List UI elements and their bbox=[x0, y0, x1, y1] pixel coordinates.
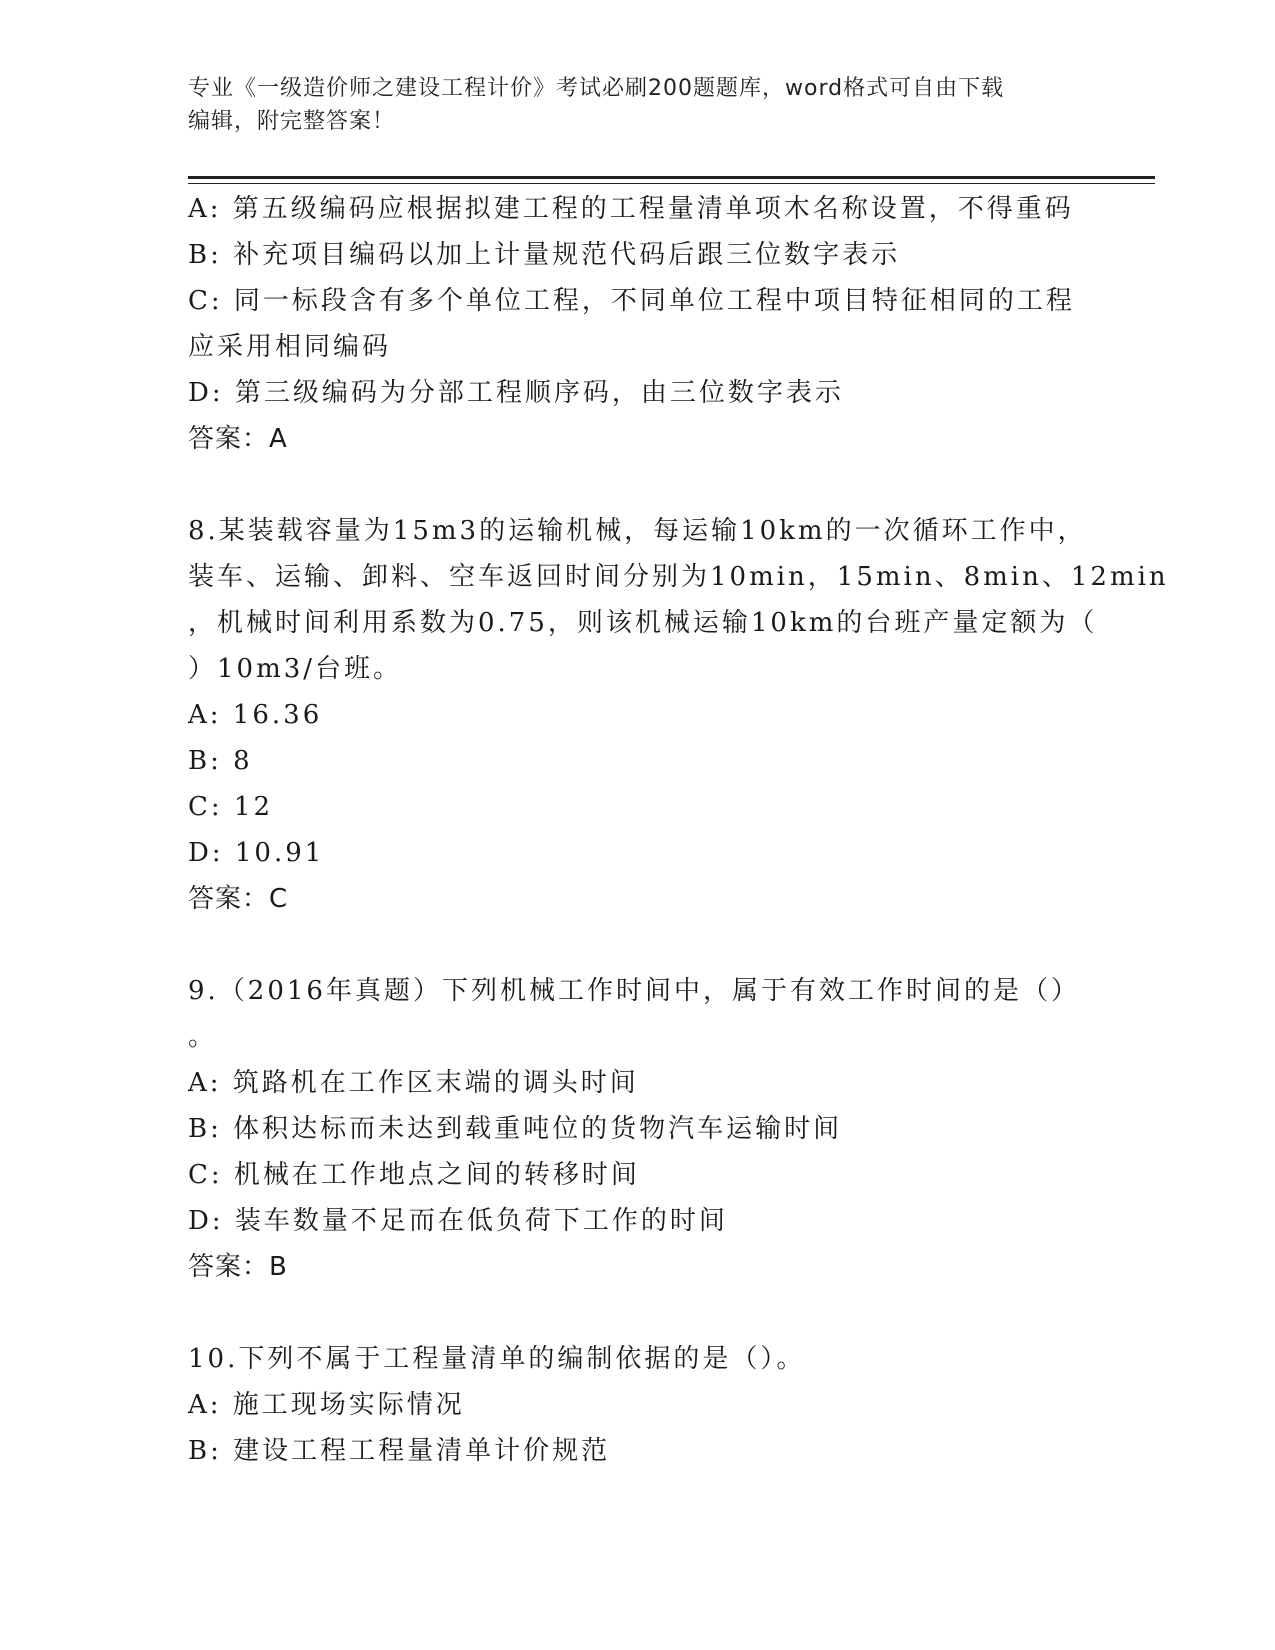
q7-option-c-line-2: 应采用相同编码 bbox=[188, 332, 392, 362]
header-divider-thin bbox=[188, 183, 1155, 184]
header-divider-thick bbox=[188, 176, 1155, 179]
question-7 bbox=[188, 186, 1088, 462]
q9-answer: 答案：B bbox=[188, 1252, 288, 1282]
q8-stem-line-1: 8.某装载容量为15m3的运输机械，每运输10km的一次循环工作中， bbox=[188, 516, 1087, 546]
q9-option-a: A: 筑路机在工作区末端的调头时间 bbox=[188, 1068, 639, 1098]
q8-option-a: A: 16.36 bbox=[188, 700, 323, 730]
q10-stem-line-1: 10.下列不属于工程量清单的编制依据的是（）。 bbox=[188, 1344, 806, 1374]
q9-stem-line-1: 9.（2016年真题）下列机械工作时间中，属于有效工作时间的是（） bbox=[188, 976, 1080, 1006]
q7-option-d: D: 第三级编码为分部工程顺序码，由三位数字表示 bbox=[188, 378, 844, 408]
header-title-line-2: 编辑，附完整答案！ bbox=[188, 109, 396, 134]
question-8 bbox=[188, 508, 1169, 922]
question-9 bbox=[188, 968, 1088, 1290]
q8-option-d: D: 10.91 bbox=[188, 838, 325, 868]
q10-option-a: A: 施工现场实际情况 bbox=[188, 1390, 465, 1420]
q7-option-a: A: 第五级编码应根据拟建工程的工程量清单项木名称设置，不得重码 bbox=[188, 194, 1074, 224]
q10-option-b: B: 建设工程工程量清单计价规范 bbox=[188, 1436, 611, 1466]
spacer bbox=[188, 462, 1088, 508]
q7-option-b: B: 补充项目编码以加上计量规范代码后跟三位数字表示 bbox=[188, 240, 901, 270]
q8-stem-line-2: 装车、运输、卸料、空车返回时间分别为10min，15min、8min、12min bbox=[188, 562, 1169, 592]
document-header bbox=[188, 72, 1088, 138]
question-10 bbox=[188, 1336, 1088, 1474]
spacer bbox=[188, 1290, 1088, 1336]
question-content bbox=[188, 186, 1169, 1474]
q9-option-c: C: 机械在工作地点之间的转移时间 bbox=[188, 1160, 640, 1190]
q8-option-b: B: 8 bbox=[188, 746, 253, 776]
q7-option-c-line-1: C: 同一标段含有多个单位工程，不同单位工程中项目特征相同的工程 bbox=[188, 286, 1075, 316]
q8-option-c: C: 12 bbox=[188, 792, 274, 822]
q9-option-b: B: 体积达标而未达到载重吨位的货物汽车运输时间 bbox=[188, 1114, 843, 1144]
q7-answer: 答案：A bbox=[188, 424, 288, 454]
q8-answer: 答案：C bbox=[188, 884, 289, 914]
q9-option-d: D: 装车数量不足而在低负荷下工作的时间 bbox=[188, 1206, 728, 1236]
q8-stem-line-3: ，机械时间利用系数为0.75，则该机械运输10km的台班产量定额为（ bbox=[188, 608, 1098, 638]
header-title-line-1: 专业《一级造价师之建设工程计价》考试必刷200题题库，word格式可自由下载 bbox=[188, 76, 1005, 101]
spacer bbox=[188, 922, 1088, 968]
q9-stem-line-2: 。 bbox=[188, 1022, 218, 1052]
q8-stem-line-4: ）10m3/台班。 bbox=[188, 654, 403, 684]
